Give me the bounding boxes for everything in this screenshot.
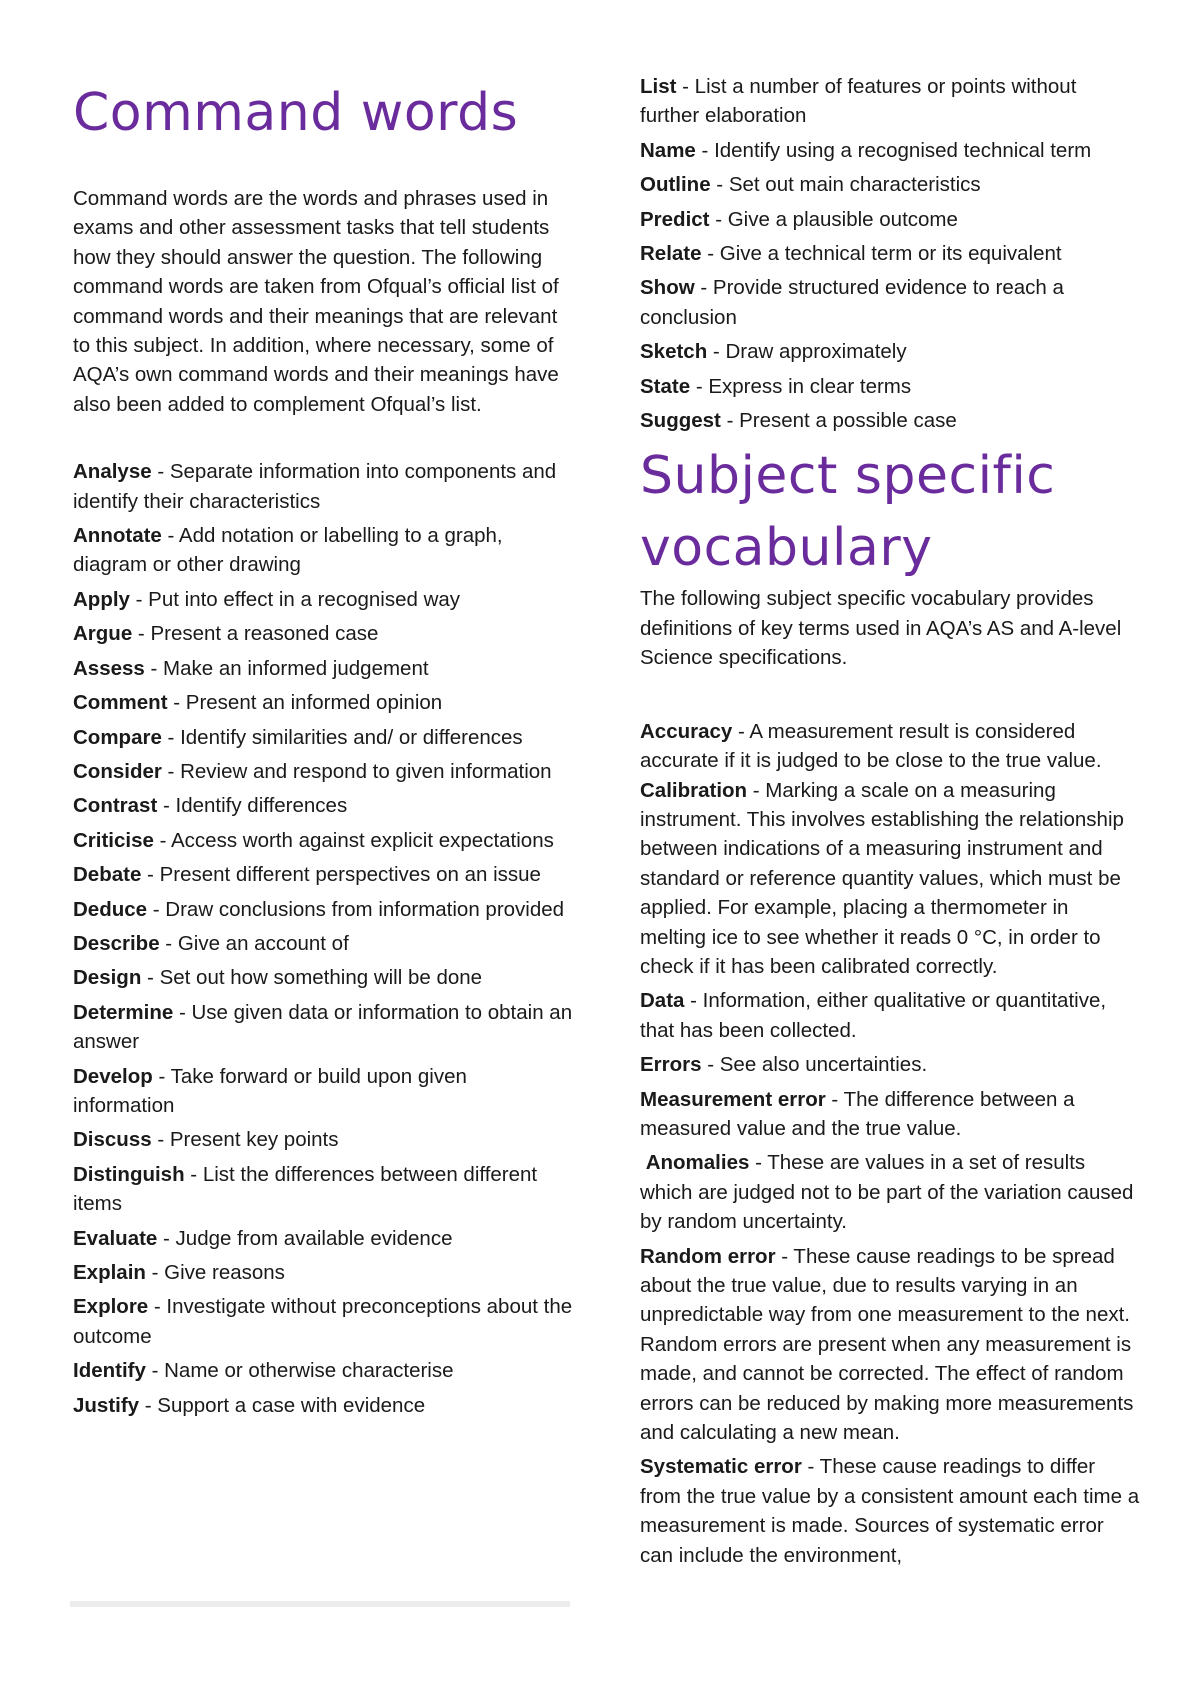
term-comment (73, 688, 573, 717)
term-name: Sketch (640, 340, 708, 364)
command-words-section (73, 80, 573, 1425)
term-separator: - (775, 1244, 794, 1268)
term-assess (73, 654, 573, 683)
vocabulary-intro: The following subject specific vocabulary provides definitions of key terms used in AQA’s AS and A-level Science specifications. (640, 587, 1122, 670)
vocab-term: Calibration (640, 778, 748, 802)
term-name: Outline (640, 173, 711, 197)
term-definition: Present different perspectives on an issue (159, 863, 541, 887)
term-name: Identify (73, 1359, 146, 1383)
vocab-term: Errors (640, 1053, 702, 1077)
vocab-term: Systematic error (640, 1455, 802, 1479)
term-separator: - (732, 719, 750, 743)
term-name: Annotate (73, 524, 162, 548)
term-annotate (73, 521, 573, 580)
vocab-definition: A measurement result is considered accurate if it is judged to be close to the true value. (640, 719, 1102, 773)
term-separator: - (684, 989, 703, 1013)
term-separator: - (147, 897, 166, 921)
term-separator: - (747, 778, 766, 802)
term-separator: - (701, 242, 720, 266)
term-separator: - (132, 622, 151, 646)
term-definition: Draw conclusions from information provided (165, 897, 565, 921)
term-name: Consider (73, 759, 162, 783)
term-definition: Review and respond to given information (180, 759, 552, 783)
term-separator: - (709, 207, 728, 231)
term-definition: List the differences between different items (73, 1162, 538, 1216)
command-words-heading: Command words (73, 83, 519, 143)
term-definition: Present a reasoned case (150, 622, 379, 646)
term-name: Apply (73, 587, 130, 611)
vocab-anomalies (640, 1148, 1140, 1236)
term-definition: Give an account of (177, 931, 349, 955)
term-separator: - (701, 1053, 720, 1077)
term-determine (73, 998, 573, 1057)
term-distinguish (73, 1160, 573, 1219)
vocab-definition: These cause readings to differ from the true value by a consistent amount each time a measurement is made. Sources of systematic error can include the environment, (640, 1455, 1140, 1567)
vocabulary-list (640, 717, 1140, 1570)
term-separator: - (157, 1226, 176, 1250)
vocab-term: Measurement error (640, 1087, 826, 1111)
term-separator: - (157, 794, 176, 818)
term-separator: - (184, 1162, 203, 1186)
term-state (640, 372, 1140, 401)
right-column (640, 72, 1140, 1575)
term-name: Comment (73, 691, 168, 715)
vocab-term: Accuracy (640, 719, 733, 743)
vocab-data (640, 986, 1140, 1045)
term-separator: - (141, 966, 160, 990)
term-separator: - (707, 340, 726, 364)
command-words-intro: Command words are the words and phrases used in exams and other assessment tasks that tell students how they should answer the question. The following command words are taken from Ofqual’s official list of command words and their meanings that are relevant to this subject. In addition, where necessary, some of AQA’s own command words and their meanings have also been added to complement Ofqual’s list. (73, 187, 559, 416)
term-name: Discuss (73, 1128, 152, 1152)
term-separator: - (159, 931, 178, 955)
term-discuss (73, 1125, 573, 1154)
term-analyse (73, 457, 573, 516)
term-definition: Identify similarities and/ or differences (180, 725, 523, 749)
term-name: Explore (73, 1295, 149, 1319)
term-separator: - (695, 138, 715, 162)
command-words-list-left (73, 457, 573, 1420)
term-separator: - (141, 863, 160, 887)
term-name: State (640, 374, 691, 398)
column-divider (70, 1601, 570, 1607)
term-argue (73, 619, 573, 648)
term-predict (640, 205, 1140, 234)
term-separator: - (148, 1295, 167, 1319)
term-separator: - (167, 691, 186, 715)
term-develop (73, 1062, 573, 1121)
term-separator: - (161, 759, 181, 783)
term-sketch (640, 337, 1140, 366)
term-definition: Identify differences (175, 794, 348, 818)
term-separator: - (144, 656, 164, 680)
term-definition: Set out how something will be done (159, 966, 483, 990)
term-name: Justify (73, 1393, 140, 1417)
term-separator: - (151, 1128, 170, 1152)
term-name: Design (73, 966, 142, 990)
term-separator: - (694, 276, 713, 300)
term-suggest (640, 406, 1140, 435)
term-separator: - (690, 374, 709, 398)
term-outline (640, 170, 1140, 199)
term-definition: Make an informed judgement (163, 656, 429, 680)
term-definition: Name or otherwise characterise (164, 1359, 454, 1383)
term-describe (73, 929, 573, 958)
term-definition: Provide structured evidence to reach a conclusion (640, 276, 1064, 329)
term-separator: - (161, 725, 181, 749)
vocab-accuracy (640, 717, 1140, 982)
term-identify (73, 1356, 573, 1385)
term-contrast (73, 791, 573, 820)
vocab-definition: These are values in a set of results which are judged not to be part of the variation caused by random uncertainty. (640, 1151, 1134, 1234)
term-separator: - (139, 1393, 158, 1417)
term-separator: - (145, 1359, 165, 1383)
term-definition: Express in clear terms (708, 374, 912, 398)
term-name: Criticise (73, 828, 154, 852)
term-definition: Separate information into components and identify their characteristics (73, 460, 557, 513)
vocab-errors (640, 1050, 1140, 1079)
term-definition: Put into effect in a recognised way (148, 587, 461, 611)
term-name: Assess (73, 656, 145, 680)
term-separator: - (153, 828, 171, 852)
term-separator: - (749, 1151, 768, 1175)
term-explain (73, 1258, 573, 1287)
term-name: Determine (73, 1000, 174, 1024)
term-definition: List a number of features or points without further elaboration (640, 75, 1077, 128)
vocab-definition: See also uncertainties. (719, 1053, 928, 1077)
term-relate (640, 239, 1140, 268)
term-definition: Set out main characteristics (728, 173, 981, 197)
term-name: Predict (640, 207, 710, 231)
term-definition: Add notation or labelling to a graph, diagram or other drawing (73, 524, 503, 577)
term-definition: Present an informed opinion (185, 691, 443, 715)
term-separator: - (151, 460, 170, 484)
term-criticise (73, 826, 573, 855)
term-definition: Identify using a recognised technical term (714, 138, 1092, 162)
term-name: Distinguish (73, 1162, 185, 1186)
vocabulary-heading: Subject specific vocabulary (640, 446, 1056, 579)
vocab-definition: Marking a scale on a measuring instrument. This involves establishing the relationship between indications of a measuring instrument and standard or reference quantity values, which must be applied. For example, placing a thermometer in melting ice to see whether it reads 0 °C, in order to check if it has been calibrated correctly. (640, 778, 1124, 978)
vocab-term: Data (640, 989, 685, 1013)
term-separator: - (720, 409, 740, 433)
term-definition: Take forward or build upon given information (73, 1064, 467, 1117)
term-definition: Judge from available evidence (175, 1226, 453, 1250)
term-name: Analyse (73, 460, 152, 484)
term-name (640, 136, 1140, 165)
term-separator: - (825, 1087, 844, 1111)
term-separator: - (161, 524, 179, 548)
term-separator: - (129, 587, 149, 611)
term-name: Contrast (73, 794, 158, 818)
vocab-random-error (640, 1242, 1140, 1448)
term-deduce (73, 895, 573, 924)
term-apply (73, 585, 573, 614)
vocab-definition: These cause readings to be spread about the true value, due to results varying in an unpredictable way from one measurement to the next. Random errors are present when any measurement is made, and cannot be corrected. The effect of random errors can be reduced by making more measurements and calculating a new mean. (640, 1244, 1134, 1445)
term-explore (73, 1292, 573, 1351)
term-compare (73, 723, 573, 752)
term-definition: Present key points (169, 1128, 339, 1152)
term-name: Describe (73, 931, 160, 955)
term-definition: Draw approximately (725, 340, 907, 364)
term-definition: Investigate without preconceptions about the outcome (73, 1295, 573, 1348)
term-definition: Give a technical term or its equivalent (719, 242, 1062, 266)
term-consider (73, 757, 573, 786)
term-name: List (640, 75, 677, 98)
vocab-measurement-error (640, 1085, 1140, 1144)
vocab-definition: Information, either qualitative or quantitative, that has been collected. (640, 989, 1107, 1042)
term-justify (73, 1391, 573, 1420)
term-definition: Use given data or information to obtain an answer (73, 1000, 573, 1054)
vocab-term: Random error (640, 1244, 776, 1268)
term-name: Name (640, 138, 696, 162)
term-name: Evaluate (73, 1226, 158, 1250)
term-name: Deduce (73, 897, 148, 921)
term-design (73, 963, 573, 992)
term-name: Compare (73, 725, 162, 749)
term-definition: Present a possible case (739, 409, 957, 433)
term-name: Explain (73, 1261, 146, 1284)
term-name: Relate (640, 242, 702, 266)
vocab-term: Anomalies (645, 1151, 750, 1175)
vocab-systematic-error (640, 1452, 1140, 1570)
term-separator: - (145, 1261, 165, 1284)
term-definition: Access worth against explicit expectations (171, 828, 554, 852)
term-definition: Support a case with evidence (157, 1393, 426, 1417)
term-name: Develop (73, 1064, 153, 1088)
term-name: Suggest (640, 409, 721, 433)
term-separator: - (710, 173, 729, 197)
term-name: Show (640, 276, 695, 300)
term-separator: - (801, 1455, 820, 1479)
term-name: Debate (73, 863, 142, 887)
term-name: Argue (73, 622, 133, 646)
term-evaluate (73, 1224, 573, 1253)
term-list (640, 72, 1140, 131)
command-words-list-right (640, 72, 1140, 435)
term-definition: Give a plausible outcome (727, 207, 958, 231)
term-separator: - (152, 1064, 171, 1088)
term-debate (73, 860, 573, 889)
term-definition: Give reasons (164, 1261, 285, 1284)
term-show (640, 273, 1140, 332)
term-separator: - (676, 75, 695, 98)
term-separator: - (173, 1000, 192, 1024)
vocab-definition: The difference between a measured value and the true value. (640, 1087, 1075, 1140)
